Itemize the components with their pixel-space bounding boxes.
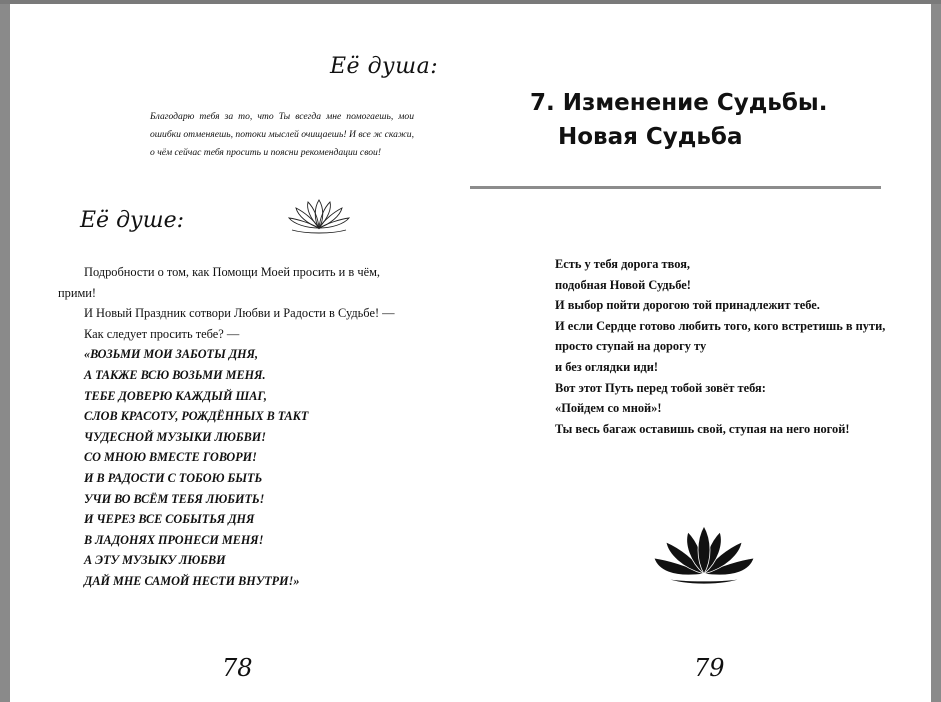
text-line: просто ступай на дорогу ту: [555, 339, 707, 354]
poem-line: И В РАДОСТИ С ТОБОЮ БЫТЬ: [84, 470, 263, 485]
chapter-title-line2: Новая Судьба: [558, 124, 743, 150]
chapter-divider: [470, 186, 881, 189]
text-line: Вот этот Путь перед тобой зовёт тебя:: [555, 380, 766, 395]
soul-heading-top: Её душа:: [330, 54, 439, 79]
soul-heading-second: Её душе:: [80, 208, 185, 233]
text-line: Есть у тебя дорога твоя,: [555, 257, 690, 271]
chapter-title-line1: 7. Изменение Судьбы.: [530, 90, 828, 116]
poem-line: И ЧЕРЕЗ ВСЕ СОБЫТЬЯ ДНЯ: [84, 512, 255, 527]
poem-line: А ТАКЖЕ ВСЮ ВОЗЬМИ МЕНЯ.: [84, 367, 266, 382]
gratitude-paragraph: Благодарю тебя за то, что Ты всегда мне помогаешь, мои ошибки отменяешь, потоки мыслей очищаешь! И все ж скажи, о чём сейчас тебя просить и поясни рекомендации свои!: [150, 111, 414, 158]
text-line: Ты весь багаж оставишь свой, ступая на него ногой!: [555, 421, 850, 436]
text-line: И если Сердце готово любить того, кого встретишь в пути,: [555, 318, 886, 333]
text-line: Как следует просить тебе? —: [84, 326, 240, 341]
page-number-left: 78: [222, 654, 253, 682]
text-line: прими!: [58, 285, 97, 300]
poem-line: ТЕБЕ ДОВЕРЮ КАЖДЫЙ ШАГ,: [84, 388, 267, 403]
poem-line: УЧИ ВО ВСЁМ ТЕБЯ ЛЮБИТЬ!: [84, 491, 265, 506]
left-body-text: [58, 262, 414, 592]
poem-line: СО МНОЮ ВМЕСТЕ ГОВОРИ!: [84, 450, 257, 465]
text-line: И Новый Праздник сотвори Любви и Радости в Судьбе! —: [84, 306, 395, 321]
lotus-outline-icon: [286, 194, 352, 234]
text-line: подобная Новой Судьбе!: [555, 277, 691, 292]
lotus-filled-icon: [652, 524, 756, 586]
poem-line: ЧУДЕСНОЙ МУЗЫКИ ЛЮБВИ!: [84, 429, 266, 444]
poem-line: ДАЙ МНЕ САМОЙ НЕСТИ ВНУТРИ!»: [84, 573, 300, 588]
right-body-text: [555, 254, 895, 439]
text-line: Подробности о том, как Помощи Моей просить и в чём,: [84, 265, 381, 279]
poem-line: СЛОВ КРАСОТУ, РОЖДЁННЫХ В ТАКТ: [84, 409, 309, 424]
poem-line: «ВОЗЬМИ МОИ ЗАБОТЫ ДНЯ,: [84, 347, 259, 362]
poem-line: А ЭТУ МУЗЫКУ ЛЮБВИ: [84, 553, 226, 568]
chapter-title: [530, 86, 827, 154]
text-line: И выбор пойти дорогою той принадлежит тебе.: [555, 298, 820, 313]
page-number-right: 79: [694, 654, 725, 682]
poem-line: В ЛАДОНЯХ ПРОНЕСИ МЕНЯ!: [84, 532, 264, 547]
text-line: «Пойдем со мной»!: [555, 401, 662, 416]
text-line: и без оглядки иди!: [555, 359, 659, 374]
